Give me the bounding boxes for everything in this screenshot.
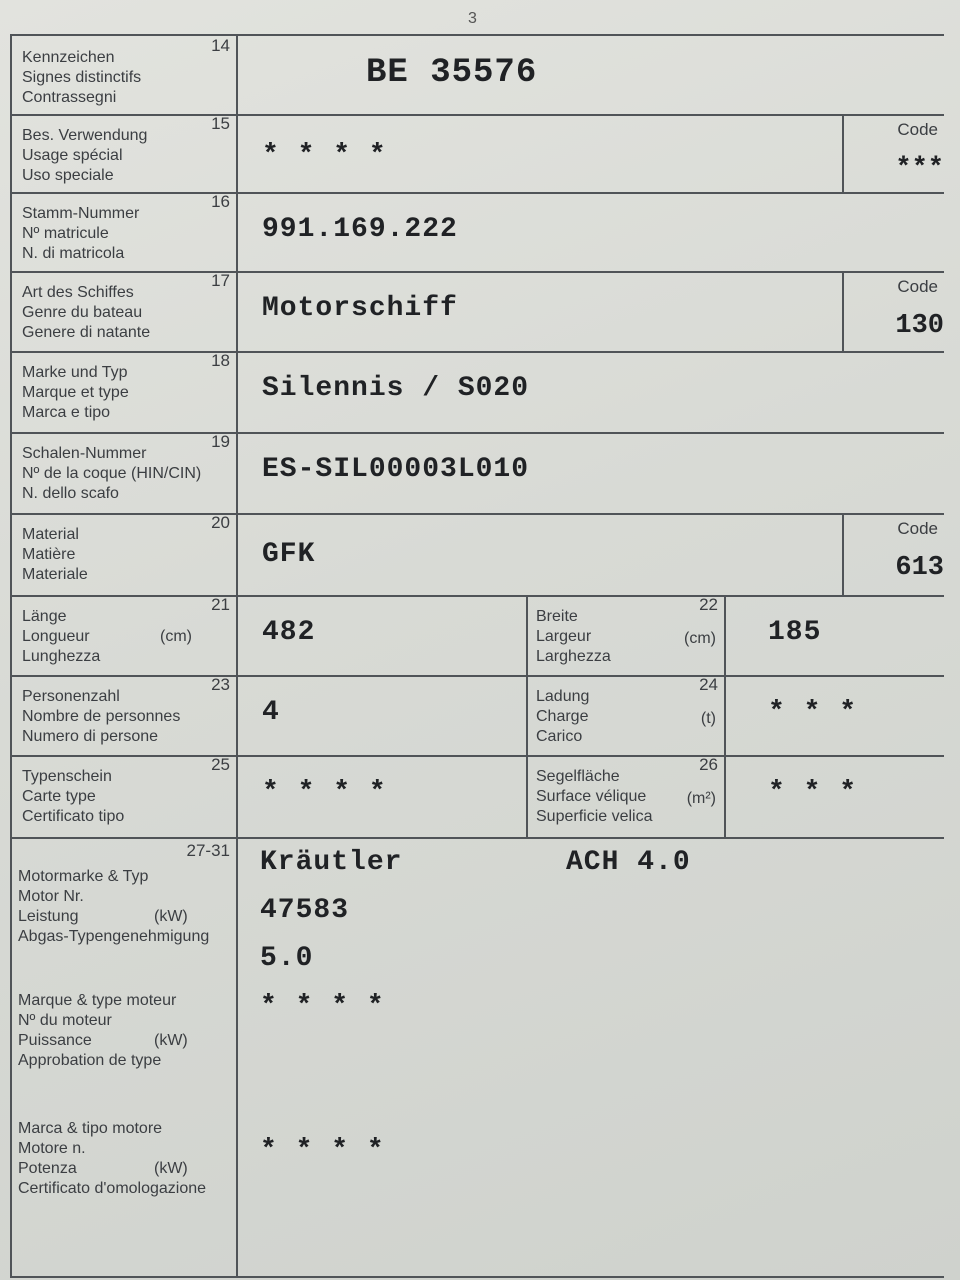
persons-value: 4: [262, 697, 280, 728]
label-engine-approval: Certificato d'omologazione: [18, 1180, 207, 1197]
load-value: * * *: [768, 697, 858, 728]
label-it: Lunghezza: [22, 648, 101, 665]
master-number-value: 991.169.222: [262, 214, 458, 245]
label-it: Materiale: [22, 566, 88, 583]
code-label: Code: [897, 277, 938, 296]
label-fr: Nº matricule: [22, 225, 109, 242]
label-it: N. di matricola: [22, 245, 125, 262]
label-load: [526, 675, 726, 755]
label-de: Breite: [536, 608, 578, 625]
label-fr: Longueur: [22, 628, 90, 645]
label-fr: Carte type: [22, 788, 96, 805]
field-number: 27-31: [186, 841, 230, 860]
label-fr: Charge: [536, 708, 589, 725]
row-special-use: [12, 114, 944, 194]
row-registration-mark: [12, 36, 944, 116]
code-label: Code: [897, 519, 938, 538]
field-number: 23: [211, 675, 230, 694]
unit-label: (cm): [160, 628, 192, 645]
label-it: Uso speciale: [22, 167, 114, 184]
label-fr: Surface vélique: [536, 788, 647, 805]
label-it: N. dello scafo: [22, 485, 119, 502]
label-engine-number: Motore n.: [18, 1140, 86, 1157]
label-de: Schalen-Nummer: [22, 445, 147, 462]
hull-number-value: ES-SIL00003L010: [262, 454, 530, 485]
label-hull-number: [12, 432, 238, 513]
label-type-certificate: [12, 755, 238, 837]
row-length-width: [12, 595, 944, 677]
label-de: Segelfläche: [536, 768, 620, 785]
label-de: Ladung: [536, 688, 590, 705]
special-use-value: * * * *: [262, 140, 387, 171]
code-value: 130: [895, 311, 944, 341]
label-engine-make: Motormarke & Typ: [18, 868, 149, 885]
label-it: Genere di natante: [22, 324, 151, 341]
label-de: Bes. Verwendung: [22, 127, 148, 144]
code-label: Code: [897, 120, 938, 139]
label-fr: Usage spécial: [22, 147, 123, 164]
vessel-type-code-box: [842, 271, 944, 351]
engine-it-value: * * * *: [260, 1135, 385, 1166]
engine-power-value: 5.0: [260, 943, 314, 974]
field-number: 22: [699, 595, 718, 614]
label-it: Marca e tipo: [22, 404, 111, 421]
field-number: 16: [211, 192, 230, 211]
row-vessel-type: [12, 271, 944, 353]
label-de: Marke und Typ: [22, 364, 128, 381]
label-it: Contrassegni: [22, 89, 117, 106]
label-fr: Signes distinctifs: [22, 69, 142, 86]
unit-label: (cm): [684, 630, 716, 647]
field-number: 26: [699, 755, 718, 774]
unit-label: (kW): [154, 1160, 188, 1177]
label-it: Carico: [536, 728, 583, 745]
type-certificate-value: * * * *: [262, 777, 387, 808]
label-de: Art des Schiffes: [22, 284, 134, 301]
row-hull-number: [12, 432, 944, 515]
label-vessel-type: [12, 271, 238, 351]
label-engine-make: Marque & type moteur: [18, 992, 177, 1009]
row-material: [12, 513, 944, 597]
label-engine-power: Potenza: [18, 1160, 77, 1177]
sail-area-value: * * *: [768, 777, 858, 808]
label-de: Personenzahl: [22, 688, 120, 705]
label-master-number: [12, 192, 238, 271]
label-fr: Nombre de personnes: [22, 708, 181, 725]
label-it: Numero di persone: [22, 728, 159, 745]
row-persons-load: [12, 675, 944, 757]
field-number: 25: [211, 755, 230, 774]
field-number: 17: [211, 271, 230, 290]
unit-label: (t): [700, 710, 716, 727]
label-engine-make: Marca & tipo motore: [18, 1120, 163, 1137]
registration-table: [10, 34, 944, 1278]
special-use-code-box: [842, 114, 944, 192]
label-fr: Nº de la coque (HIN/CIN): [22, 465, 202, 482]
label-fr: Genre du bateau: [22, 304, 143, 321]
field-number: 21: [211, 595, 230, 614]
label-width: [526, 595, 726, 675]
label-sail-area: [526, 755, 726, 837]
length-value: 482: [262, 617, 316, 648]
label-de: Länge: [22, 608, 67, 625]
row-typecert-sail: [12, 755, 944, 839]
label-it: Superficie velica: [536, 808, 653, 825]
page-number: 3: [468, 10, 477, 27]
material-value: GFK: [262, 539, 316, 570]
field-number: 14: [211, 36, 230, 55]
label-engine: [12, 837, 238, 1276]
label-de: Material: [22, 526, 79, 543]
field-number: 24: [699, 675, 718, 694]
label-engine-power: Puissance: [18, 1032, 92, 1049]
field-number: 20: [211, 513, 230, 532]
row-make-model: [12, 351, 944, 434]
label-engine-approval: Approbation de type: [18, 1052, 162, 1069]
label-de: Stamm-Nummer: [22, 205, 140, 222]
field-number: 19: [211, 432, 230, 451]
field-number: 15: [211, 114, 230, 133]
label-length: [12, 595, 238, 675]
row-engine: [12, 837, 944, 1276]
unit-label: (m²): [686, 790, 716, 807]
material-code-box: [842, 513, 944, 595]
label-engine-number: Nº du moteur: [18, 1012, 112, 1029]
make-model-value: Silennis / S020: [262, 373, 530, 404]
unit-label: (kW): [154, 1032, 188, 1049]
row-master-number: [12, 192, 944, 273]
label-fr: Marque et type: [22, 384, 129, 401]
vessel-type-value: Motorschiff: [262, 293, 458, 324]
field-number: 18: [211, 351, 230, 370]
code-value: ***: [895, 154, 944, 184]
unit-label: (kW): [154, 908, 188, 925]
label-engine-power: Leistung: [18, 908, 79, 925]
label-de: Kennzeichen: [22, 49, 115, 66]
label-persons: [12, 675, 238, 755]
label-engine-approval: Abgas-Typengenehmigung: [18, 928, 210, 945]
engine-brand-value: Kräutler: [260, 847, 403, 878]
engine-number-value: 47583: [260, 895, 350, 926]
label-fr: Matière: [22, 546, 76, 563]
label-special-use: [12, 114, 238, 192]
engine-labels-fr: [18, 991, 176, 1071]
engine-fr-value: * * * *: [260, 991, 385, 1022]
width-value: 185: [768, 617, 822, 648]
label-make-model: [12, 351, 238, 432]
engine-type-value: ACH 4.0: [566, 847, 691, 878]
label-material: [12, 513, 238, 595]
label-fr: Largeur: [536, 628, 592, 645]
code-value: 613: [895, 553, 944, 583]
label-it: Certificato tipo: [22, 808, 125, 825]
label-registration-mark: [12, 36, 238, 114]
label-engine-number: Motor Nr.: [18, 888, 84, 905]
label-de: Typenschein: [22, 768, 112, 785]
label-it: Larghezza: [536, 648, 611, 665]
registration-mark-value: BE 35576: [366, 54, 538, 92]
